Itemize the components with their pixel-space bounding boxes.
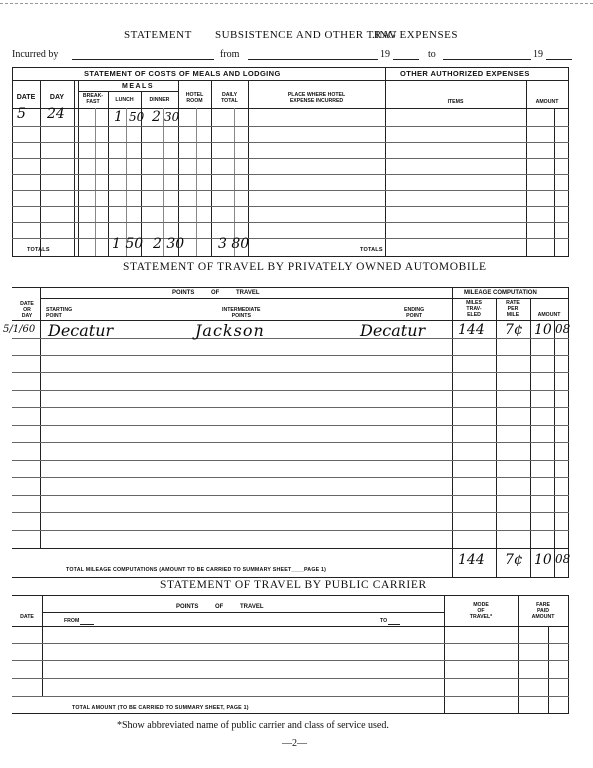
col-dinner: DINNER <box>149 97 170 103</box>
col-breakfast: BREAK- FAST <box>82 93 104 105</box>
col-lunch: LUNCH <box>115 97 134 103</box>
form-title-right: SUBSISTENCE AND OTHER TRAV <box>215 29 398 41</box>
from-label: from <box>220 49 240 60</box>
auto-col-starting: STARTING POINT <box>46 307 73 319</box>
totals-label-right: TOTALS <box>360 247 383 253</box>
auto-entry-rate: 7¢ <box>505 322 523 338</box>
meal-entry-day: 24 <box>47 106 65 122</box>
auto-entry-date: 5/1/60 <box>3 324 36 335</box>
year-label-2: 19 <box>533 49 543 60</box>
total-daily: 3 80 <box>218 236 250 252</box>
year-label-1: 19 <box>380 49 390 60</box>
from-field[interactable] <box>248 59 378 60</box>
auto-entry-amount-cents: 08 <box>555 322 571 336</box>
carrier-col-fare: FARE PAID AMOUNT <box>531 602 555 620</box>
carrier-from-label: FROM <box>64 618 80 624</box>
to-field[interactable] <box>443 59 531 60</box>
incurred-by-label: Incurred by <box>12 49 59 60</box>
auto-col-rate: RATE PER MILE <box>506 300 520 318</box>
auto-total-amount-cents: 08 <box>555 552 571 566</box>
meal-entry-lunch-cents: 50 <box>129 110 145 124</box>
carrier-section-title: STATEMENT OF TRAVEL BY PUBLIC CARRIER <box>160 579 427 591</box>
auto-col-ending: ENDING POINT <box>404 307 425 319</box>
total-lunch: 1 50 <box>112 236 144 252</box>
total-dinner: 2 30 <box>153 236 185 252</box>
form-title-end: .ING EXPENSES <box>372 29 458 41</box>
carrier-from-underline <box>80 624 94 625</box>
auto-entry-intermediate: Jackson <box>195 321 265 340</box>
carrier-total-label: TOTAL AMOUNT (TO BE CARRIED TO SUMMARY SHEET, PAGE 1) <box>72 705 249 711</box>
footnote: *Show abbreviated name of public carrier and class of service used. <box>117 720 389 731</box>
auto-col-miles: MILES TRAV- ELED <box>466 300 482 318</box>
col-daily-total: DAILY TOTAL <box>221 92 238 104</box>
auto-points-of-travel: POINTS OF TRAVEL <box>172 290 260 296</box>
form-title-left: STATEMENT <box>124 29 192 41</box>
mileage-computation-label: MILEAGE COMPUTATION <box>464 290 537 296</box>
auto-total-amount-dollars: 10 <box>534 552 552 568</box>
col-day: DAY <box>49 94 65 101</box>
col-hotel-room: HOTEL ROOM <box>185 92 204 104</box>
carrier-to-underline <box>388 624 400 625</box>
totals-label-left: TOTALS <box>27 247 50 253</box>
auto-total-label: TOTAL MILEAGE COMPUTATIONS (AMOUNT TO BE CARRIED TO SUMMARY SHEET____PAGE 1) <box>66 567 327 573</box>
auto-entry-amount-dollars: 10 <box>534 322 552 338</box>
col-date: DATE <box>16 94 36 101</box>
auto-col-amount: AMOUNT <box>537 312 561 318</box>
incurred-by-field[interactable] <box>72 59 214 60</box>
meal-entry-dinner-dollars: 2 <box>152 109 161 125</box>
auto-col-date: DATE OR DAY <box>20 301 34 319</box>
carrier-col-date: DATE <box>20 614 34 620</box>
meal-entry-dinner-cents: 30 <box>164 110 180 124</box>
year-field-1[interactable] <box>393 59 419 60</box>
year-field-2[interactable] <box>546 59 572 60</box>
auto-entry-ending: Decatur <box>360 321 426 340</box>
auto-col-intermediate: INTERMEDIATE POINTS <box>222 307 261 319</box>
to-label: to <box>428 49 436 60</box>
meals-lodging-header: STATEMENT OF COSTS OF MEALS AND LODGING <box>84 69 281 78</box>
carrier-points-of-travel: POINTS OF TRAVEL <box>176 604 264 610</box>
page-number: —2— <box>282 738 307 749</box>
other-expenses-header: OTHER AUTHORIZED EXPENSES <box>400 69 530 78</box>
col-amount: AMOUNT <box>535 99 559 105</box>
carrier-col-mode: MODE OF TRAVEL* <box>469 602 493 620</box>
col-items: ITEMS <box>447 99 464 105</box>
auto-entry-miles: 144 <box>458 322 485 338</box>
carrier-to-label: TO <box>380 618 388 624</box>
col-place: PLACE WHERE HOTEL EXPENSE INCURRED <box>287 92 346 104</box>
auto-entry-starting: Decatur <box>48 321 114 340</box>
auto-total-rate: 7¢ <box>505 552 523 568</box>
meal-entry-lunch-dollars: 1 <box>114 109 123 125</box>
perforation-line <box>0 3 593 4</box>
auto-total-miles: 144 <box>458 552 485 568</box>
meals-label: MEALS <box>122 83 154 90</box>
auto-section-title: STATEMENT OF TRAVEL BY PRIVATELY OWNED AUTOMOBILE <box>123 261 487 273</box>
meal-entry-date: 5 <box>17 106 26 122</box>
